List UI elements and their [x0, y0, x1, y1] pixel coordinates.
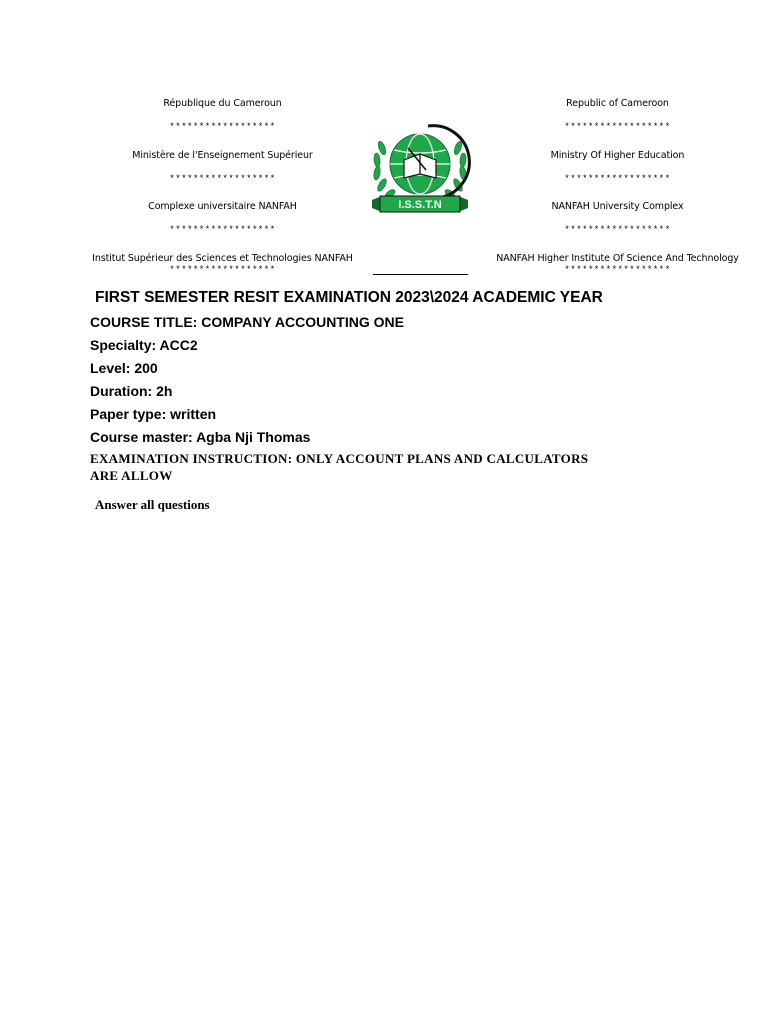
- header-left-republic: République du Cameroun: [163, 98, 282, 109]
- course-title: COURSE TITLE: COMPANY ACCOUNTING ONE: [90, 314, 404, 330]
- exam-title: FIRST SEMESTER RESIT EXAMINATION 2023\2024 ACADEMIC YEAR: [95, 289, 603, 306]
- specialty: Specialty: ACC2: [90, 337, 198, 353]
- header-right-separator: ******************: [564, 225, 671, 235]
- institute-logo: [368, 118, 472, 218]
- logo-banner-text: I.S.S.T.N: [398, 199, 442, 211]
- header-left-separator: ******************: [169, 225, 276, 235]
- header-left-separator: ******************: [169, 122, 276, 132]
- header-right-ministry: Ministry Of Higher Education: [550, 150, 685, 161]
- answer-all-questions: Answer all questions: [95, 497, 210, 512]
- header-right-separator: ******************: [564, 122, 671, 132]
- header-left-ministry: Ministère de l'Enseignement Supérieur: [132, 150, 313, 161]
- exam-instruction-continued: ARE ALLOW: [90, 468, 173, 483]
- logo-underline-divider: [373, 274, 468, 275]
- level: Level: 200: [90, 360, 158, 376]
- header-right-complex: NANFAH University Complex: [551, 201, 684, 212]
- header-left-separator: ******************: [169, 265, 276, 275]
- header-left-complex: Complexe universitaire NANFAH: [148, 201, 297, 212]
- exam-instruction: EXAMINATION INSTRUCTION: ONLY ACCOUNT PLANS AND CALCULATORS: [90, 451, 589, 466]
- header-right-separator: ******************: [564, 265, 671, 275]
- header-left-separator: ******************: [169, 174, 276, 184]
- paper-type: Paper type: written: [90, 406, 217, 422]
- header-left-institute: Institut Supérieur des Sciences et Technologies NANFAH: [92, 253, 353, 264]
- header-right-republic: Republic of Cameroon: [566, 98, 669, 109]
- course-master: Course master: Agba Nji Thomas: [90, 429, 311, 445]
- header-right-separator: ******************: [564, 174, 671, 184]
- duration: Duration: 2h: [90, 383, 173, 399]
- header-right-institute: NANFAH Higher Institute Of Science And Technology: [496, 253, 739, 264]
